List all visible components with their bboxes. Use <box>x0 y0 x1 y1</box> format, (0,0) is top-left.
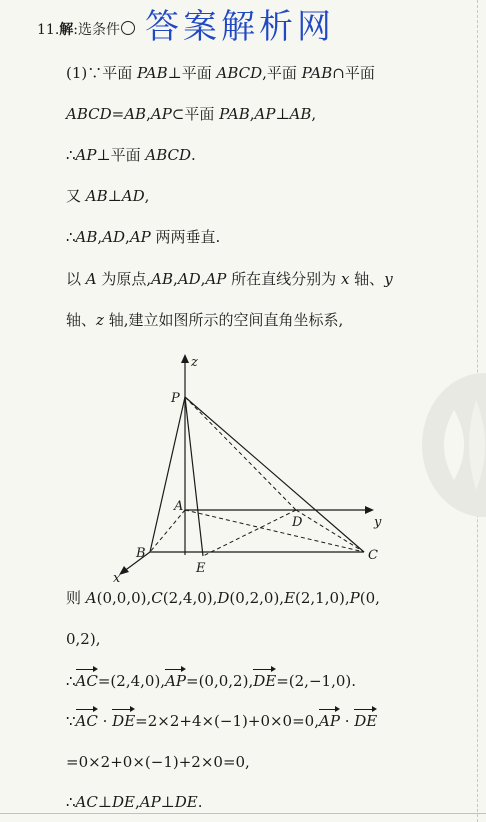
edge-PB <box>150 397 185 552</box>
x-axis-arrow <box>119 566 129 575</box>
text-line-7: 轴、z 轴,建立如图所示的空间直角坐标系, <box>66 311 344 329</box>
edge-PE <box>185 397 203 556</box>
text-line-2: ABCD=AB,AP⊂平面 PAB,AP⊥AB, <box>66 105 317 123</box>
label-A: A <box>174 499 184 514</box>
circled-number-icon <box>121 21 135 35</box>
text-line-1: (1)∵平面 PAB⊥平面 ABCD,平面 PAB∩平面 <box>66 64 375 82</box>
question-number: 11. <box>37 22 60 38</box>
text-line-3: ∴AP⊥平面 ABCD. <box>66 146 196 164</box>
text-line-9: 0,2), <box>66 630 101 648</box>
edge-DC-hidden <box>296 510 364 552</box>
edge-AC-hidden <box>185 510 364 552</box>
faded-logo-watermark <box>414 370 486 520</box>
text-line-12: =0×2+0×(−1)+2×0=0, <box>66 753 250 771</box>
y-axis-arrow <box>365 506 374 514</box>
text-line-10: ∴AC=(2,4,0),AP=(0,0,2),DE=(2,−1,0). <box>66 672 356 690</box>
text-line-6: 以 A 为原点,AB,AD,AP 所在直线分别为 x 轴、y <box>66 270 393 288</box>
label-D: D <box>292 515 303 530</box>
text-line-8: 则 A(0,0,0),C(2,4,0),D(0,2,0),E(2,1,0),P(0, <box>66 589 380 607</box>
text-line-5: ∴AB,AD,AP 两两垂直. <box>66 228 221 246</box>
text-line-13: ∴AC⊥DE,AP⊥DE. <box>66 793 203 811</box>
condition-prefix: :选条件 <box>73 22 120 38</box>
edge-PD-hidden <box>185 397 296 510</box>
label-C: C <box>368 548 378 563</box>
bottom-rule <box>0 813 486 814</box>
label-E: E <box>196 561 206 576</box>
text-line-4: 又 AB⊥AD, <box>66 187 150 205</box>
label-B: B <box>136 546 146 561</box>
solution-label: 解 <box>59 22 74 38</box>
label-y: y <box>374 515 382 530</box>
label-x: x <box>113 571 121 585</box>
label-z: z <box>191 355 198 370</box>
coordinate-figure <box>100 350 390 585</box>
z-axis-arrow <box>181 354 189 363</box>
question-header <box>37 20 135 40</box>
site-watermark: 答案解析网 <box>145 7 335 47</box>
label-P: P <box>171 391 180 406</box>
edge-PC <box>185 397 364 552</box>
text-line-11: ∵AC · DE=2×2+4×(−1)+0×0=0,AP · DE <box>66 712 378 730</box>
